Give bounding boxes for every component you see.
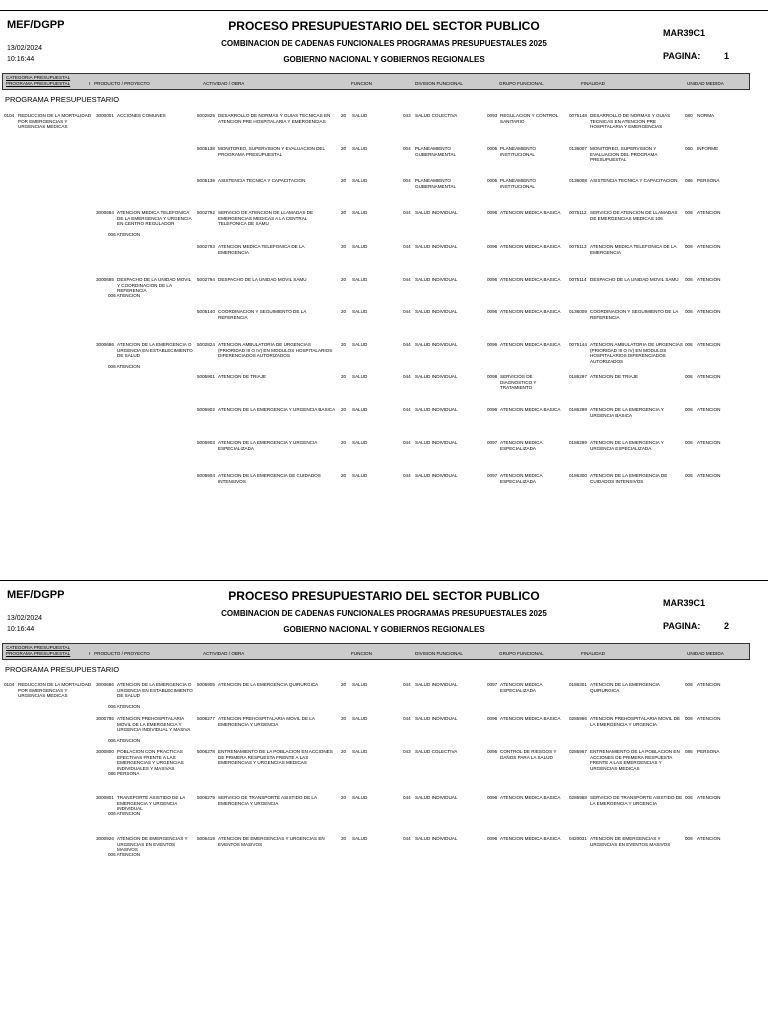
cell-fn-code: 20 [341, 210, 347, 215]
cell-grp-name: ATENCION MEDICA BASICA [500, 407, 561, 412]
cell-fin-name: ATENCION DE LA EMERGENCIA Y URGENCIA ESPECIALIZADA [590, 440, 664, 451]
cell-fin-code: 0285967 [569, 749, 587, 754]
cell-fn-name: SALUD [352, 244, 368, 249]
cell-div-name: SALUD COLECTIVA [415, 749, 458, 754]
cell-grp-name: ATENCION MEDICA BASICA [500, 342, 561, 347]
page-label: PAGINA: [663, 51, 701, 61]
report-subtitle: COMBINACION DE CADENAS FUNCIONALES PROGRAMAS PRESUPUESTALES 2025 [221, 39, 547, 48]
cell-fn-code: 20 [341, 277, 347, 282]
cell-grp-name: ATENCION MEDICA BASICA [500, 210, 561, 215]
cell-prod-name: ATENCION DE EMERGENCIAS Y URGENCIAS EN EVENTOS MASIVOS [117, 836, 188, 853]
cell-fn-name: SALUD [352, 682, 368, 687]
cell-um-code: 006 [685, 374, 693, 379]
cell-fin-code: 0186297 [569, 374, 587, 379]
cell-act-name: ENTRENAMIENTO DE LA POBLACION EN ACCIONES DE PRIMERA RESPUESTA FRENTE A LAS EMERGENCIAS Y URGENCIAS MEDICAS [218, 749, 333, 766]
report-date: 13/02/2024 [7, 615, 43, 622]
col-categoria-label: CATEGORIA PRESUPUESTAL [6, 645, 71, 650]
col-categoria [6, 645, 70, 657]
cell-fin-name: SERVICIO DE TRANSPORTE ASISTIDO DE LA EMERGENCIA Y URGENCIA [590, 795, 683, 806]
cell-um-name: ATENCION [697, 277, 721, 282]
cell-fn-name: SALUD [352, 277, 368, 282]
cell-fin-code: 0075148 [569, 113, 587, 118]
cell-div-code: 044 [403, 210, 411, 215]
cell-act-code: 5005901 [197, 374, 215, 379]
col-funcion: FUNCION [351, 81, 372, 86]
cell-grp-name: ATENCION MEDICA BASICA [500, 795, 561, 800]
cell-grp-code: 0096 [487, 342, 498, 347]
cell-prod-name: ATENCION DE LA EMERGENCIA O URGENCIA EN ESTABLECIMIENTO DE SALUD [117, 342, 193, 359]
cell-fn-name: SALUD [352, 146, 368, 151]
cell-div-name: SALUD INDIVIDUAL [415, 407, 458, 412]
report-subtitle: COMBINACION DE CADENAS FUNCIONALES PROGRAMAS PRESUPUESTALES 2025 [221, 609, 547, 618]
cell-prod-code: 3000685 [96, 277, 114, 282]
cell-div-code: 044 [403, 277, 411, 282]
cell-act-name: DESPACHO DE LA UNIDAD MOVIL SAMU [218, 277, 307, 282]
column-header-bar [2, 643, 750, 660]
cell-grp-code: 0005 [487, 178, 498, 183]
cell-prod-name: ATENCION MEDICA TELEFONICA DE LA EMERGENCIA Y URGENCIA EN CENTRO REGULADOR [117, 210, 192, 227]
cell-fn-name: SALUD [352, 440, 368, 445]
cell-um-name: ATENCION [697, 795, 721, 800]
cell-prod-unit: 086 PERSONA [108, 771, 140, 776]
cell-grp-name: CONTROL DE RIESGOS Y DAÑOS PARA LA SALUD [500, 749, 557, 760]
cell-fn-name: SALUD [352, 178, 368, 183]
cell-fn-code: 20 [341, 244, 347, 249]
cell-grp-code: 0095 [487, 749, 498, 754]
cell-act-code: 5005905 [197, 682, 215, 687]
cell-prod-code: 3000926 [96, 836, 114, 841]
cell-um-name: PERSONA [697, 749, 720, 754]
cell-grp-code: 0096 [487, 309, 498, 314]
cell-fn-name: SALUD [352, 374, 368, 379]
cell-fin-code: 0136008 [569, 178, 587, 183]
cell-fn-name: SALUD [352, 113, 368, 118]
section-label: PROGRAMA PRESUPUESTARIO [5, 665, 120, 674]
cell-act-code: 5005904 [197, 473, 215, 478]
cell-prog-code: 0104 [4, 113, 15, 118]
cell-act-name: DESARROLLO DE NORMAS Y GUIAS TECNICAS EN ATENCION PRE HOSPITALARIA Y EMERGENCIAS [218, 113, 331, 124]
cell-um-code: 086 [685, 749, 693, 754]
cell-act-code: 5002792 [197, 210, 215, 215]
cell-prod-unit: 006 ATENCION [108, 738, 141, 743]
column-header-bar [2, 73, 750, 90]
cell-fn-code: 20 [341, 146, 347, 151]
cell-div-code: 004 [403, 146, 411, 151]
cell-um-code: 006 [685, 473, 693, 478]
cell-grp-name: SERVICIOS DE DIAGNOSTICO Y TRATAMIENTO [500, 374, 537, 391]
cell-div-name: SALUD INDIVIDUAL [415, 342, 458, 347]
col-finalidad: FINALIDAD [581, 81, 605, 86]
col-actividad: ACTIVIDAD / OBRA [203, 81, 245, 86]
cell-div-code: 044 [403, 473, 411, 478]
cell-um-code: 060 [685, 146, 693, 151]
cell-act-code: 5005140 [197, 309, 215, 314]
cell-fn-code: 20 [341, 716, 347, 721]
cell-fn-code: 20 [341, 836, 347, 841]
cell-grp-name: ATENCION MEDICA BASICA [500, 309, 561, 314]
cell-prod-code: 3000001 [96, 113, 114, 118]
cell-grp-code: 0096 [487, 716, 498, 721]
cell-prod-name: ATENCION PREHOSPITALARIA MOVIL DE LA EMERGENCIA Y URGENCIA INDIVIDUAL Y MASIVA [117, 716, 191, 733]
cell-um-name: ATENCION [697, 440, 721, 445]
cell-fn-name: SALUD [352, 795, 368, 800]
cell-prod-name: POBLACION CON PRACTICAS EFECTIVAS FRENTE A LAS EMERGENCIAS Y URGENCIAS INDIVIDUALES Y MASIVAS [117, 749, 184, 771]
cell-fn-name: SALUD [352, 473, 368, 478]
cell-grp-code: 0097 [487, 440, 498, 445]
cell-fin-name: ENTRENAMIENTO DE LA POBLACION EN ACCIONES DE PRIMERA RESPUESTA FRENTE A LAS EMERGENCIAS Y URGENCIAS MEDICAS [590, 749, 680, 771]
col-grupo: GRUPO FUNCIONAL [499, 81, 544, 86]
cell-act-code: 5006277 [197, 716, 215, 721]
cell-fn-code: 20 [341, 473, 347, 478]
report-time: 10:16:44 [7, 626, 35, 633]
col-categoria-label: CATEGORIA PRESUPUESTAL [6, 75, 71, 80]
cell-prod-unit: 006 ATENCION [108, 232, 141, 237]
cell-div-code: 044 [403, 342, 411, 347]
col-programa-label: PROGRAMA PRESUPUESTAL [6, 651, 71, 656]
col-division: DIVISION FUNCIONAL [415, 651, 463, 656]
cell-div-name: SALUD COLECTIVA [415, 113, 458, 118]
cell-div-code: 044 [403, 244, 411, 249]
page-number: 2 [724, 621, 730, 631]
cell-um-name: ATENCION [697, 244, 721, 249]
cell-fin-name: DESPACHO DE LA UNIDAD MOVIL SAMU [590, 277, 679, 282]
cell-fn-code: 20 [341, 178, 347, 183]
cell-grp-code: 0098 [487, 374, 498, 379]
cell-prod-code: 3000800 [96, 749, 114, 754]
cell-fin-name: ATENCION AMBULATORIA DE URGENCIAS (PRIORIDAD III O IV) EN MODULOS HOSPITALARIOS DIFERENCIADOS AUTORIZADOS [590, 342, 683, 364]
cell-fin-name: ATENCION DE EMERGENCIAS Y URGENCIAS EN EVENTOS MASIVOS [590, 836, 671, 847]
cell-um-name: ATENCION [697, 473, 721, 478]
cell-act-code: 5005903 [197, 440, 215, 445]
cell-fin-name: ASISTENCIA TECNICA Y CAPACITACION [590, 178, 678, 183]
cell-grp-name: REGULACION Y CONTROL SANITARIO [500, 113, 559, 124]
cell-um-name: INFORME [697, 146, 719, 151]
cell-um-name: ATENCION [697, 342, 721, 347]
col-unidad: UNIDAD MEDIDA [687, 81, 724, 86]
cell-act-name: ATENCION DE LA EMERGENCIA QUIRURGICA [218, 682, 319, 687]
report-title: PROCESO PRESUPUESTARIO DEL SECTOR PUBLICO [228, 19, 540, 33]
cell-prod-name: ACCIONES COMUNES [117, 113, 166, 118]
cell-fin-code: 0136009 [569, 309, 587, 314]
cell-prod-unit: 006 ATENCION [108, 364, 141, 369]
cell-fin-name: MONITOREO, SUPERVISION Y EVALUACION DEL PROGRAMA PRESUPUESTAL [590, 146, 658, 163]
cell-um-code: 006 [685, 407, 693, 412]
cell-grp-code: 0097 [487, 473, 498, 478]
cell-um-name: ATENCION [697, 210, 721, 215]
cell-act-code: 5005138 [197, 146, 215, 151]
cell-grp-code: 0096 [487, 795, 498, 800]
cell-um-code: 006 [685, 716, 693, 721]
col-unidad: UNIDAD MEDIDA [687, 651, 724, 656]
cell-fn-code: 20 [341, 749, 347, 754]
cell-fin-name: ATENCION DE TRIAJE [590, 374, 639, 379]
cell-fin-code: 0285966 [569, 716, 587, 721]
cell-um-code: 080 [685, 113, 693, 118]
cell-fin-code: 0186298 [569, 407, 587, 412]
cell-fn-code: 20 [341, 342, 347, 347]
page-label: PAGINA: [663, 621, 701, 631]
report-title: PROCESO PRESUPUESTARIO DEL SECTOR PUBLICO [228, 589, 540, 603]
cell-fn-name: SALUD [352, 309, 368, 314]
cell-grp-code: 0096 [487, 244, 498, 249]
cell-act-code: 5006279 [197, 795, 215, 800]
cell-act-name: COORDINACION Y SEGUIMIENTO DE LA REFERENCIA [218, 309, 307, 320]
cell-prod-code: 3000801 [96, 795, 114, 800]
cell-div-name: SALUD INDIVIDUAL [415, 244, 458, 249]
cell-grp-name: ATENCION MEDICA ESPECIALIZADA [500, 440, 543, 451]
cell-act-code: 5005139 [197, 178, 215, 183]
col-producto-label: PRODUCTO / PROYECTO [94, 651, 150, 656]
cell-fn-name: SALUD [352, 716, 368, 721]
cell-div-name: PLANEAMIENTO GUBERNAMENTAL [415, 178, 457, 189]
cell-prod-code: 3000795 [96, 716, 114, 721]
cell-um-code: 006 [685, 682, 693, 687]
report-code: MAR39C1 [663, 598, 706, 608]
col-producto: I PRODUCTO / PROYECTO [89, 81, 150, 86]
cell-grp-name: PLANEAMIENTO INSTITUCIONAL [500, 178, 536, 189]
cell-div-name: PLANEAMIENTO GUBERNAMENTAL [415, 146, 457, 157]
col-division: DIVISION FUNCIONAL [415, 81, 463, 86]
cell-grp-code: 0096 [487, 277, 498, 282]
cell-grp-name: ATENCION MEDICA BASICA [500, 277, 561, 282]
cell-fn-code: 20 [341, 113, 347, 118]
page-number: 1 [724, 51, 730, 61]
cell-prod-unit: 006 ATENCION [108, 811, 141, 816]
cell-grp-name: ATENCION MEDICA ESPECIALIZADA [500, 473, 543, 484]
cell-fn-code: 20 [341, 309, 347, 314]
col-programa-label: PROGRAMA PRESUPUESTAL [6, 81, 71, 86]
cell-fn-code: 20 [341, 407, 347, 412]
cell-div-name: SALUD INDIVIDUAL [415, 795, 458, 800]
cell-fn-code: 20 [341, 682, 347, 687]
col-actividad: ACTIVIDAD / OBRA [203, 651, 245, 656]
cell-grp-code: 0097 [487, 682, 498, 687]
cell-grp-name: ATENCION MEDICA BASICA [500, 244, 561, 249]
cell-act-code: 5002825 [197, 113, 215, 118]
cell-um-name: ATENCION [697, 836, 721, 841]
cell-div-name: SALUD INDIVIDUAL [415, 682, 458, 687]
col-categoria [6, 75, 70, 87]
cell-div-code: 044 [403, 374, 411, 379]
cell-div-code: 044 [403, 682, 411, 687]
cell-fin-name: ATENCION PREHOSPITALARIA MOVIL DE LA EMERGENCIA Y URGENCIA [590, 716, 681, 727]
cell-um-code: 006 [685, 836, 693, 841]
cell-fn-name: SALUD [352, 836, 368, 841]
report-header [0, 580, 768, 641]
cell-div-code: 004 [403, 178, 411, 183]
cell-act-name: ASISTENCIA TECNICA Y CAPACITACION [218, 178, 306, 183]
cell-grp-name: PLANEAMIENTO INSTITUCIONAL [500, 146, 536, 157]
cell-fin-code: 0186300 [569, 473, 587, 478]
cell-div-code: 043 [403, 749, 411, 754]
cell-act-name: ATENCION DE LA EMERGENCIA DE CUIDADOS INTENSIVOS [218, 473, 321, 484]
cell-fin-name: ATENCION DE LA EMERGENCIA QUIRURGICA [590, 682, 660, 693]
report-page-2 [0, 580, 768, 1020]
cell-div-code: 043 [403, 113, 411, 118]
cell-fin-name: ATENCION DE LA EMERGENCIA DE CUIDADOS INTENSIVOS [590, 473, 668, 484]
cell-div-code: 044 [403, 795, 411, 800]
cell-act-code: 5006278 [197, 749, 215, 754]
cell-div-name: SALUD INDIVIDUAL [415, 277, 458, 282]
cell-fin-code: 0186301 [569, 682, 587, 687]
cell-fin-name: ATENCION DE LA EMERGENCIA Y URGENCIA BASICA [590, 407, 664, 418]
cell-fin-name: ATENCION MEDICA TELEFONICA DE LA EMERGENCIA [590, 244, 677, 255]
cell-grp-name: ATENCION MEDICA BASICA [500, 716, 561, 721]
cell-prog-code: 0104 [4, 682, 15, 687]
cell-div-name: SALUD INDIVIDUAL [415, 374, 458, 379]
org-name: MEF/DGPP [7, 589, 65, 601]
cell-act-code: 5006419 [197, 836, 215, 841]
cell-fin-code: 0075144 [569, 342, 587, 347]
cell-prog-name: REDUCCION DE LA MORTALIDAD POR EMERGENCIAS Y URGENCIAS MEDICAS [18, 113, 92, 130]
cell-um-name: NORMA [697, 113, 715, 118]
cell-act-name: ATENCION AMBULATORIA DE URGENCIAS (PRIORIDAD III O IV) EN MODULOS HOSPITALARIOS DIFERENCIADOS AUTORIZADOS [218, 342, 333, 359]
cell-fin-code: 0075113 [569, 244, 587, 249]
cell-act-name: ATENCION DE LA EMERGENCIA Y URGENCIA ESPECIALIZADA [218, 440, 318, 451]
cell-div-code: 044 [403, 440, 411, 445]
cell-grp-code: 0093 [487, 113, 498, 118]
cell-um-code: 006 [685, 342, 693, 347]
cell-act-code: 5002794 [197, 277, 215, 282]
cell-prod-name: ATENCION DE LA EMERGENCIA O URGENCIA EN ESTABLECIMIENTO DE SALUD [117, 682, 193, 699]
cell-div-code: 044 [403, 309, 411, 314]
report-time: 10:16:44 [7, 56, 35, 63]
cell-grp-code: 0096 [487, 210, 498, 215]
section-label: PROGRAMA PRESUPUESTARIO [5, 95, 120, 104]
report-page-1 [0, 10, 768, 570]
report-subtitle-2: GOBIERNO NACIONAL Y GOBIERNOS REGIONALES [283, 55, 485, 64]
cell-fin-code: 0420031 [569, 836, 587, 841]
cell-div-name: SALUD INDIVIDUAL [415, 716, 458, 721]
cell-prod-name: DESPACHO DE LA UNIDAD MOVIL Y COORDINACION DE LA REFERENCIA [117, 277, 192, 294]
cell-act-code: 5002793 [197, 244, 215, 249]
cell-prod-code: 3000686 [96, 342, 114, 347]
report-date: 13/02/2024 [7, 45, 43, 52]
cell-act-name: SERVICIO DE TRANSPORTE ASISTIDO DE LA EMERGENCIA Y URGENCIA [218, 795, 317, 806]
cell-um-name: ATENCION [697, 682, 721, 687]
col-funcion: FUNCION [351, 651, 372, 656]
cell-fin-name: SERVICIO DE ATENCION DE LLAMADAS DE EMERGENCIAS MEDICAS 106 [590, 210, 678, 221]
cell-um-code: 006 [685, 440, 693, 445]
cell-fn-name: SALUD [352, 342, 368, 347]
report-header [0, 10, 768, 71]
cell-um-code: 006 [685, 210, 693, 215]
cell-um-name: ATENCION [697, 407, 721, 412]
cell-um-code: 006 [685, 244, 693, 249]
cell-prod-unit: 006 ATENCION [108, 293, 141, 298]
cell-grp-code: 0005 [487, 146, 498, 151]
cell-grp-code: 0096 [487, 407, 498, 412]
org-name: MEF/DGPP [7, 19, 65, 31]
report-subtitle-2: GOBIERNO NACIONAL Y GOBIERNOS REGIONALES [283, 625, 485, 634]
cell-um-name: ATENCION [697, 309, 721, 314]
cell-fin-name: DESARROLLO DE NORMAS Y GUIAS TECNICAS EN ATENCION PRE HOSPITALARIA Y EMERGENCIAS [590, 113, 671, 130]
cell-grp-name: ATENCION MEDICA ESPECIALIZADA [500, 682, 543, 693]
report-code: MAR39C1 [663, 28, 706, 38]
cell-prog-name: REDUCCION DE LA MORTALIDAD POR EMERGENCIAS Y URGENCIAS MEDICAS [18, 682, 92, 699]
cell-um-name: ATENCION [697, 716, 721, 721]
cell-div-name: SALUD INDIVIDUAL [415, 473, 458, 478]
cell-prod-unit: 006 ATENCION [108, 704, 141, 709]
cell-div-code: 044 [403, 836, 411, 841]
col-producto-label: PRODUCTO / PROYECTO [94, 81, 150, 86]
cell-prod-code: 3000684 [96, 210, 114, 215]
col-producto: I PRODUCTO / PROYECTO [89, 651, 150, 656]
cell-fn-name: SALUD [352, 210, 368, 215]
cell-fin-code: 0285968 [569, 795, 587, 800]
cell-fn-code: 20 [341, 795, 347, 800]
cell-prod-name: TRANSPORTE ASISTIDO DE LA EMERGENCIA Y URGENCIA INDIVIDUAL [117, 795, 186, 812]
cell-fin-code: 0186299 [569, 440, 587, 445]
cell-fin-code: 0075114 [569, 277, 587, 282]
cell-div-name: SALUD INDIVIDUAL [415, 210, 458, 215]
cell-um-code: 006 [685, 277, 693, 282]
cell-act-name: ATENCION DE LA EMERGENCIA Y URGENCIA BASICA [218, 407, 336, 412]
cell-div-code: 044 [403, 407, 411, 412]
cell-act-name: MONITOREO, SUPERVISION Y EVALUACION DEL PROGRAMA PRESUPUESTAL [218, 146, 325, 157]
cell-act-name: ATENCION DE EMERGENCIAS Y URGENCIAS EN EVENTOS MASIVOS [218, 836, 325, 847]
cell-act-code: 5005902 [197, 407, 215, 412]
cell-act-name: ATENCION PREHOSPITALARIA MOVIL DE LA EMERGENCIA Y URGENCIA [218, 716, 315, 727]
cell-grp-code: 0096 [487, 836, 498, 841]
cell-um-code: 006 [685, 795, 693, 800]
cell-fn-code: 20 [341, 374, 347, 379]
cell-um-code: 006 [685, 309, 693, 314]
cell-fn-code: 20 [341, 440, 347, 445]
cell-div-code: 044 [403, 716, 411, 721]
cell-fin-code: 0075112 [569, 210, 587, 215]
cell-act-name: ATENCION MEDICA TELEFONICA DE LA EMERGENCIA [218, 244, 305, 255]
cell-act-code: 5002824 [197, 342, 215, 347]
col-finalidad: FINALIDAD [581, 651, 605, 656]
cell-grp-name: ATENCION MEDICA BASICA [500, 836, 561, 841]
cell-act-name: ATENCION DE TRIAJE [218, 374, 267, 379]
cell-div-name: SALUD INDIVIDUAL [415, 309, 458, 314]
cell-div-name: SALUD INDIVIDUAL [415, 440, 458, 445]
cell-um-name: PERSONA [697, 178, 720, 183]
cell-fn-name: SALUD [352, 407, 368, 412]
cell-fin-name: COORDINACION Y SEGUIMIENTO DE LA REFERENCIA [590, 309, 679, 320]
col-grupo: GRUPO FUNCIONAL [499, 651, 544, 656]
cell-um-name: ATENCION [697, 374, 721, 379]
cell-act-name: SERVICIO DE ATENCION DE LLAMADAS DE EMERGENCIAS MEDICAS A LA CENTRAL TELEFONICA DE SAMU [218, 210, 314, 227]
cell-prod-code: 3000686 [96, 682, 114, 687]
cell-fin-code: 0136007 [569, 146, 587, 151]
cell-fn-name: SALUD [352, 749, 368, 754]
cell-prod-unit: 006 ATENCION [108, 852, 141, 857]
cell-div-name: SALUD INDIVIDUAL [415, 836, 458, 841]
cell-um-code: 086 [685, 178, 693, 183]
